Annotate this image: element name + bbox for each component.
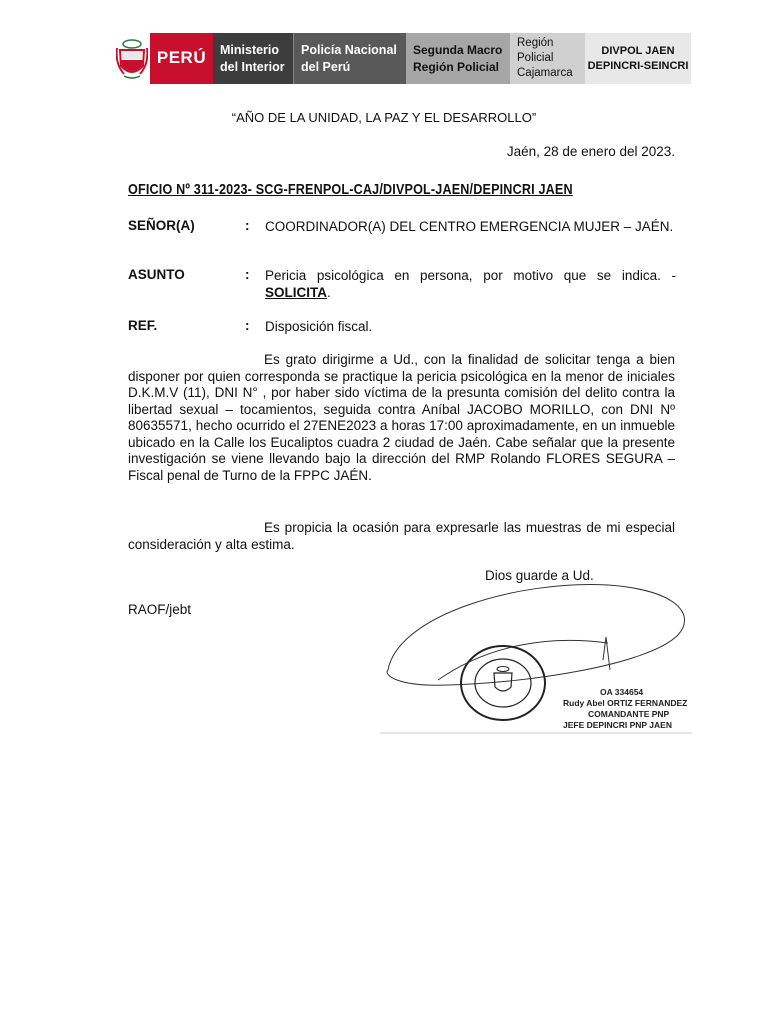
officer-rank: COMANDANTE PNP	[588, 709, 670, 719]
oficio-title: OFICIO Nº 311-2023- SCG-FRENPOL-CAJ/DIVPOL-JAEN/DEPINCRI JAEN	[128, 181, 573, 198]
signature-area	[378, 575, 694, 737]
body-paragraph-2: Es propicia la ocasión para expresarle las muestras de mi especial consideración y alta estima.	[128, 520, 675, 552]
field-asunto	[128, 267, 676, 303]
field-value: COORDINADOR(A) DEL CENTRO EMERGENCIA MUJER – JAÉN.	[265, 219, 674, 234]
officer-name: Rudy Abel ORTIZ FERNANDEZ	[563, 698, 688, 708]
field-value: Disposición fiscal.	[265, 319, 373, 334]
header-macro-region: Segunda Macro Región Policial	[406, 33, 510, 84]
letterhead	[114, 33, 691, 84]
header-region: Región Policial Cajamarca	[510, 33, 585, 84]
field-label: REF.	[128, 318, 158, 333]
coat-of-arms-icon	[114, 33, 150, 84]
asunto-period: .	[327, 285, 331, 300]
police-seal-icon	[458, 643, 548, 723]
field-colon: :	[245, 267, 250, 282]
field-label: ASUNTO	[128, 267, 185, 282]
officer-code: OA 334654	[600, 687, 644, 697]
field-colon: :	[245, 218, 250, 233]
year-motto: “AÑO DE LA UNIDAD, LA PAZ Y EL DESARROLLO”	[231, 110, 537, 125]
initials: RAOF/jebt	[128, 602, 192, 617]
field-senor	[128, 218, 676, 254]
header-police: Policía Nacional del Perú	[293, 33, 406, 84]
header-ministry: Ministerio del Interior	[213, 33, 293, 84]
body-paragraph-1: Es grato dirigirme a Ud., con la finalidad de solicitar tenga a bien disponer por quien corresponda se practique la pericia psicológica en la menor de iniciales D.K.M.V (11), DNI N° , por haber sido víctima de la presunta comisión del delito contra la libertad sexual – tocamientos, seguida contra Aníbal JACOBO MORILLO, con DNI Nº 80635571, hecho ocurrido el 27ENE2023 a horas 17:00 aproximadamente, en un inmueble ubicado en la Calle los Eucaliptos cuadra 2 ciudad de Jaén. Cabe señalar que la presente investigación se viene llevando bajo la dirección del RMP Rolando FLORES SEGURA – Fiscal penal de Turno de la FPPC JAÉN.	[128, 352, 675, 483]
officer-position: JEFE DEPINCRI PNP JAEN	[563, 720, 672, 730]
field-colon: :	[245, 318, 250, 333]
header-division: DIVPOL JAEN DEPINCRI-SEINCRI	[585, 33, 691, 84]
date-line: Jaén, 28 de enero del 2023.	[506, 144, 675, 159]
header-country: PERÚ	[150, 33, 213, 84]
asunto-text: Pericia psicológica en persona, por motivo que se indica. -	[265, 268, 676, 283]
field-label: SEÑOR(A)	[128, 218, 195, 233]
field-ref	[128, 318, 676, 336]
field-value	[265, 267, 676, 301]
asunto-emphasis: SOLICITA	[265, 285, 327, 300]
closing-line: Dios guarde a Ud.	[485, 568, 594, 583]
